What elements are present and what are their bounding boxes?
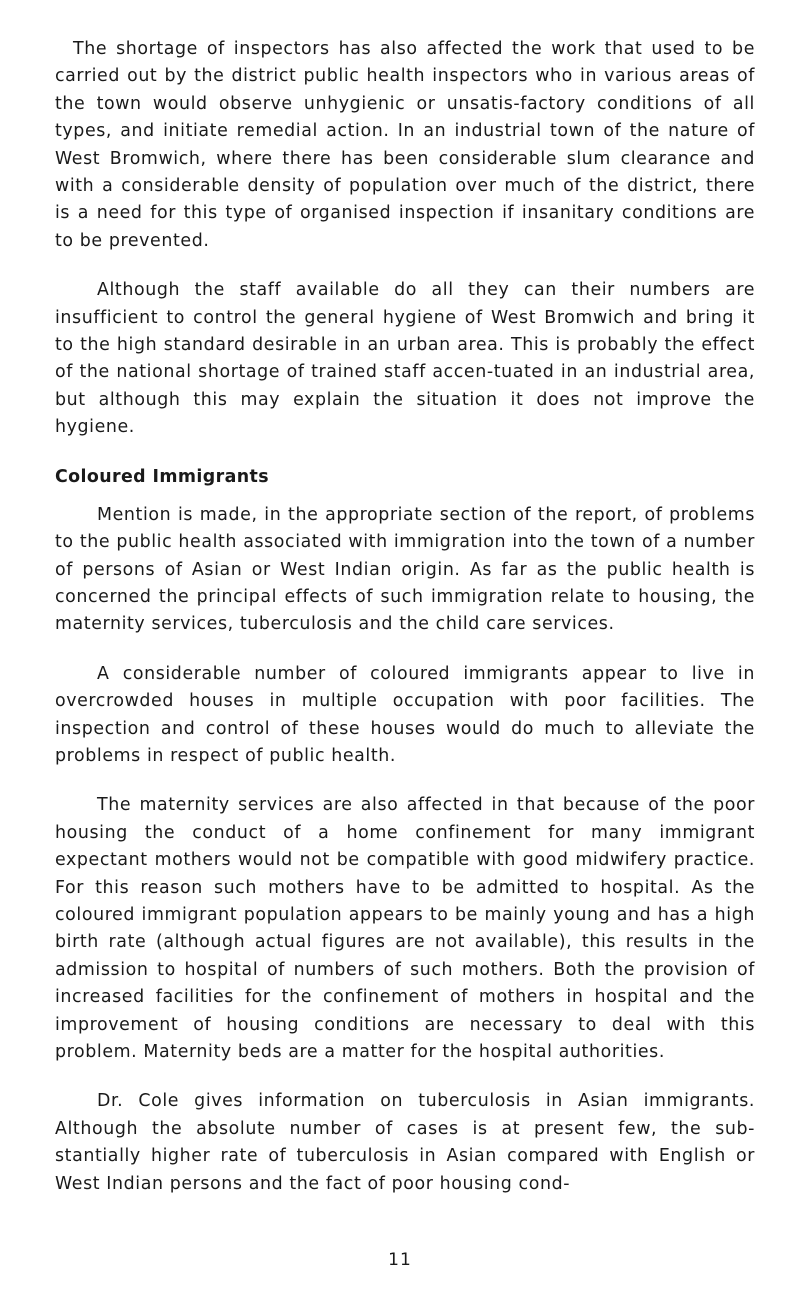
- paragraph-staff-insufficient: Although the staff available do all they can their numbers are insufficient to control the general hygiene of West Bromwich and bring it to the high standard desirable in an urban area. This is probably the effect of the national shortage of trained staff accen-tuated in an industrial area, but although this may explain the situation it does not improve the hygiene.: [55, 280, 755, 438]
- paragraph-overcrowded-houses: A considerable number of coloured immigrants appear to live in overcrowded houses in multiple occupation with poor facilities. The inspection and control of these houses would do much to alleviate the problems in respect of public health.: [55, 663, 755, 766]
- paragraph-tuberculosis: Dr. Cole gives information on tuberculosis in Asian immigrants. Although the absolute number of cases is at present few, the sub-stantially higher rate of tuberculosis in Asian compared with English or West Indian persons and the fact of poor housing cond-: [55, 1091, 755, 1194]
- paragraph-immigration-problems: Mention is made, in the appropriate section of the report, of problems to the public health associated with immigration into the town of a number of persons of Asian or West Indian origin. As far as the public health is concerned the principal effects of such immigration relate to housing, the maternity services, tuberculosis and the child care services.: [55, 504, 755, 635]
- paragraph-maternity-services: The maternity services are also affected in that because of the poor housing the conduct of a home confinement for many immigrant expectant mothers would not be compatible with good midwifery practice. For this reason such mothers have to be admitted to hospital. As the coloured immigrant population appears to be mainly young and has a high birth rate (although actual figures are not available), this results in the admission to hospital of numbers of such mothers. Both the provision of increased facilities for the confinement of mothers in hospital and the improvement of housing conditions are necessary to deal with this problem. Maternity beds are a matter for the hospital authorities.: [55, 795, 755, 1062]
- page-number: 11: [388, 1250, 412, 1270]
- section-heading-coloured-immigrants: Coloured Immigrants: [55, 466, 269, 487]
- document-page: [55, 36, 755, 1220]
- paragraph-inspectors-shortage: The shortage of inspectors has also affected the work that used to be carried out by the district public health inspectors who in various areas of the town would observe unhygienic or unsatis-factory conditions of all types, and initiate remedial action. In an industrial town of the nature of West Bromwich, where there has been considerable slum clearance and with a considerable density of population over much of the district, there is a need for this type of organised inspection if insanitary conditions are to be prevented.: [55, 39, 755, 251]
